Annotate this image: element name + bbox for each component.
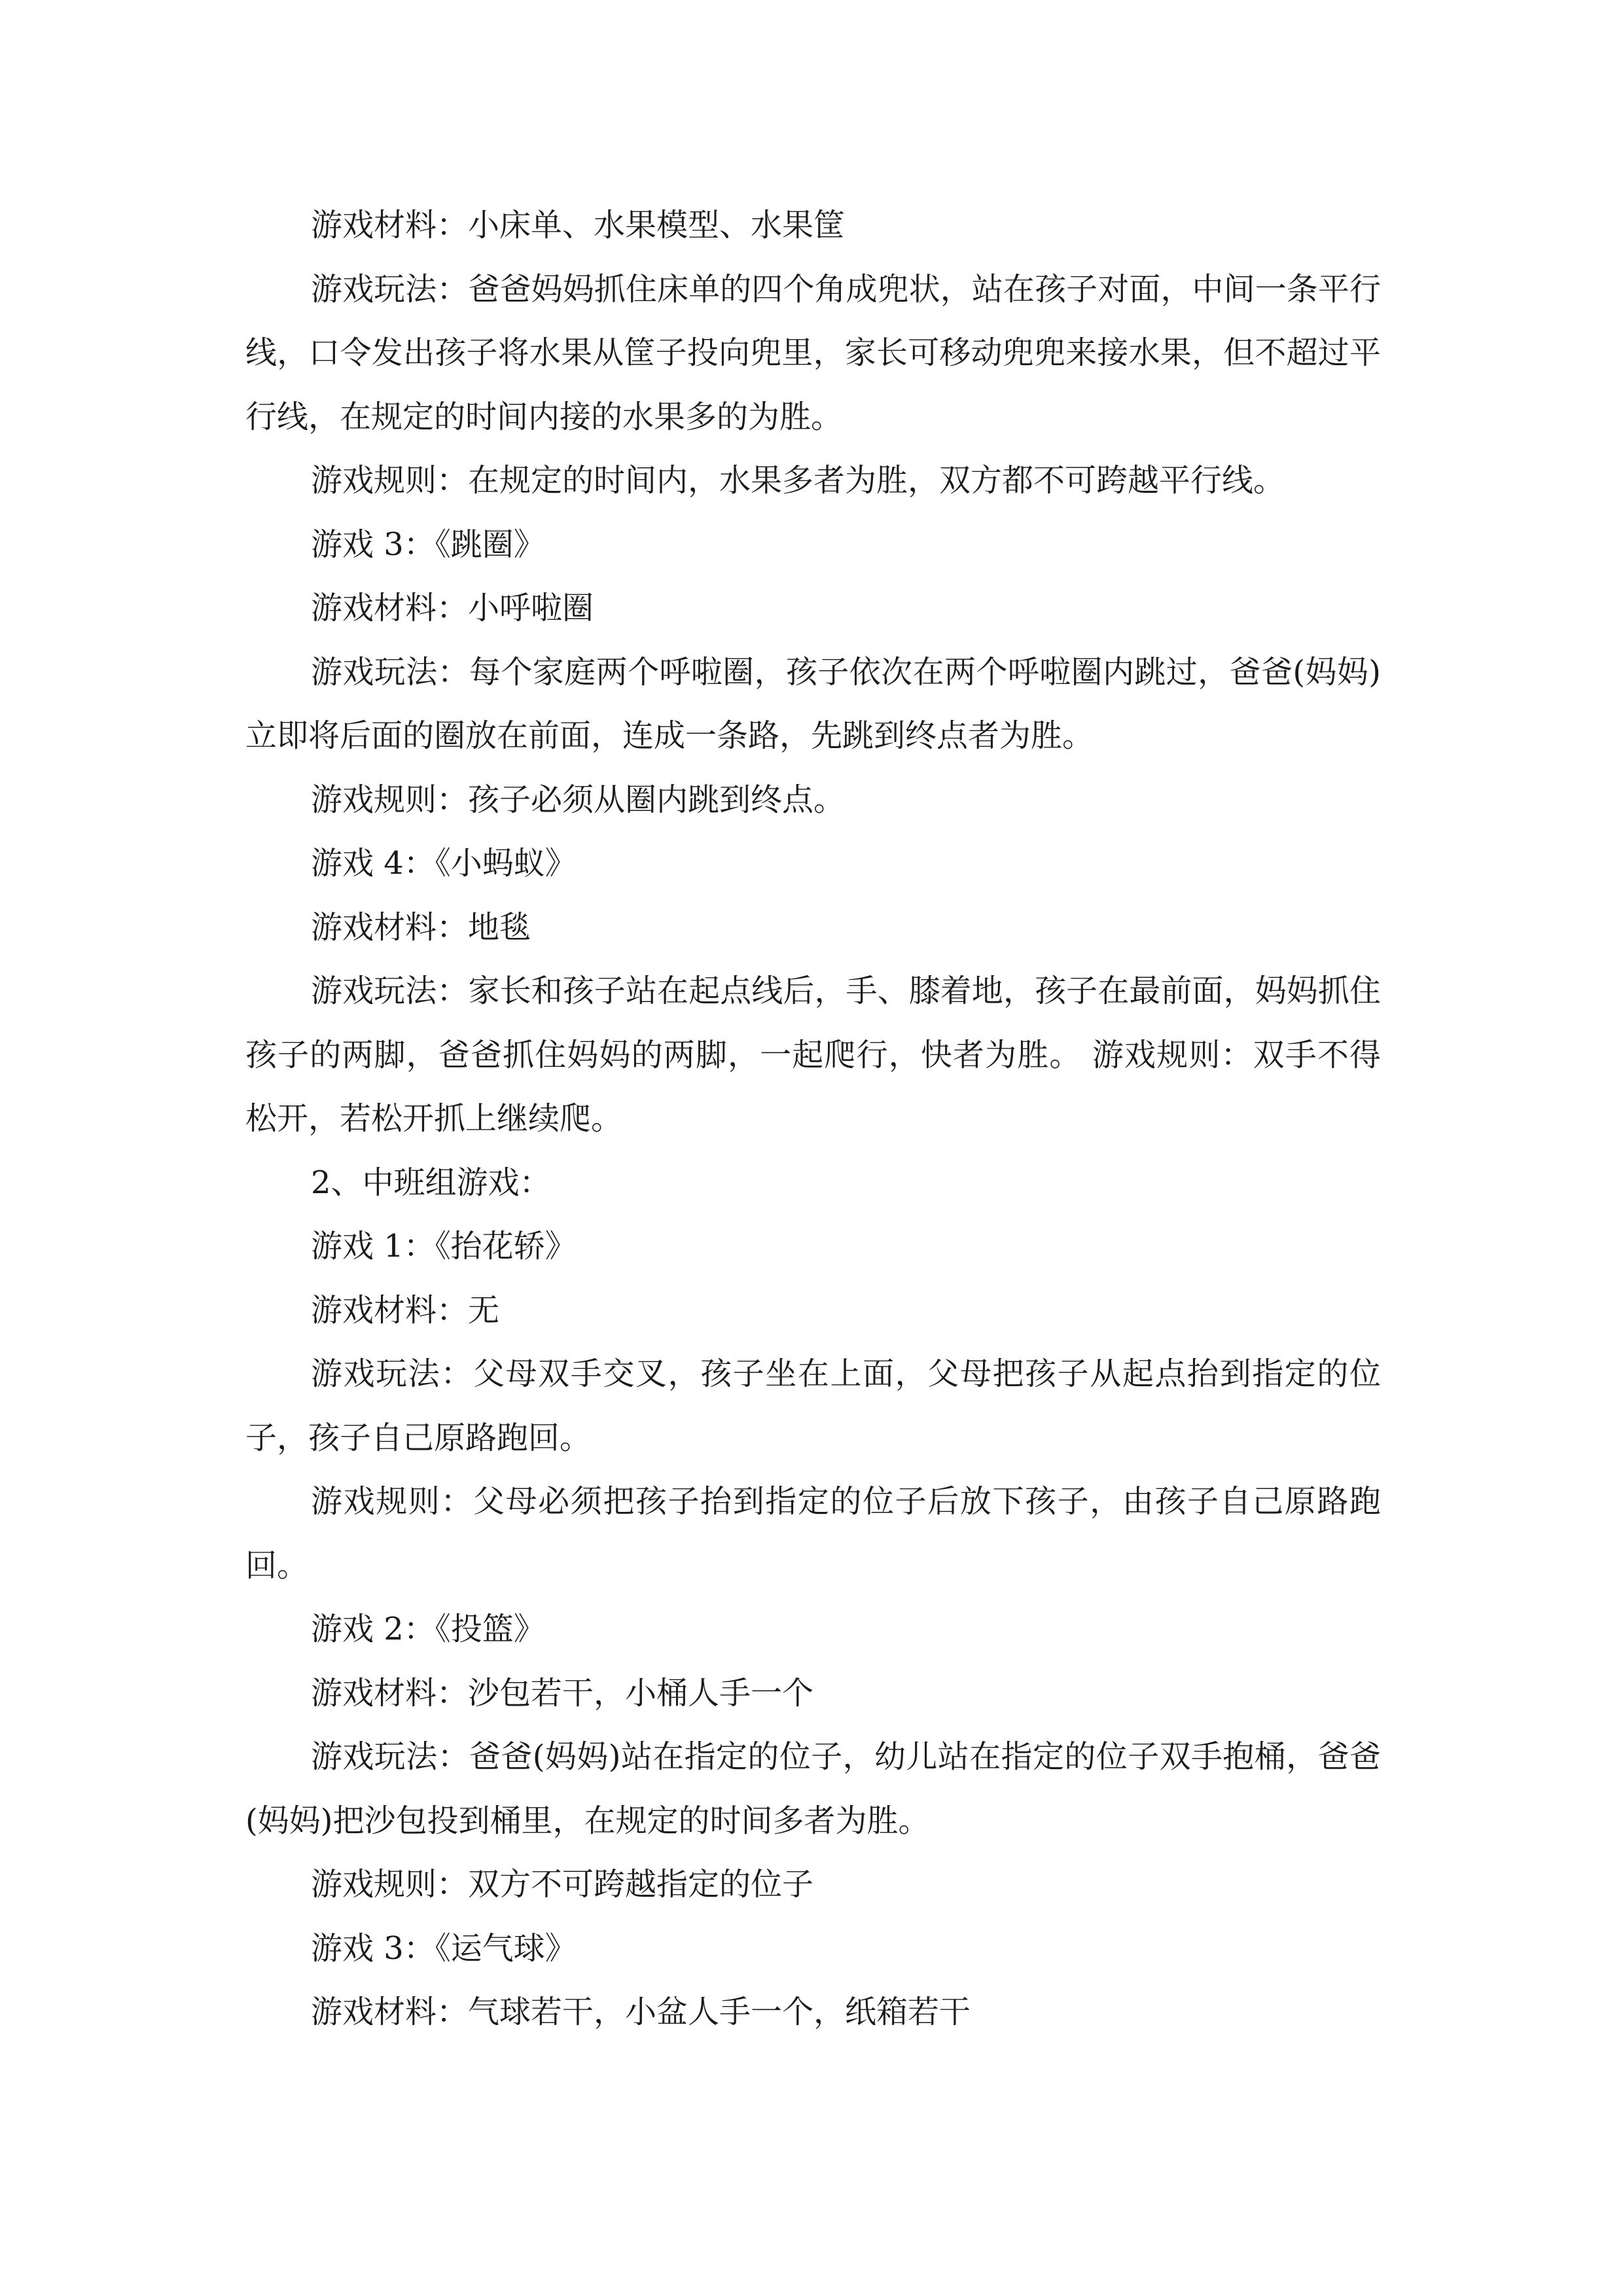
paragraph: 游戏规则：孩子必须从圈内跳到终点。 <box>311 781 846 818</box>
paragraph: 游戏玩法：父母双手交叉，孩子坐在上面，父母把孩子从起点抬到指定的位子，孩子自己原路跑回。 <box>245 1355 1381 1456</box>
paragraph: 游戏玩法：爸爸(妈妈)站在指定的位子，幼儿站在指定的位子双手抱桶，爸爸(妈妈)把沙包投到桶里，在规定的时间多者为胜。 <box>245 1738 1381 1839</box>
paragraph: 游戏材料：气球若干，小盆人手一个，纸箱若干 <box>311 1994 971 2030</box>
paragraph: 游戏材料：无 <box>311 1291 500 1329</box>
section-heading: 游戏 3：《跳圈》 <box>311 526 545 563</box>
section-heading: 游戏 2：《投篮》 <box>311 1611 545 1647</box>
paragraph: 游戏规则：在规定的时间内，水果多者为胜，双方都不可跨越平行线。 <box>311 462 1285 499</box>
paragraph: 游戏玩法：每个家庭两个呼啦圈，孩子依次在两个呼啦圈内跳过，爸爸(妈妈)立即将后面的圈放在前面，连成一条路，先跳到终点者为胜。 <box>245 653 1381 754</box>
paragraph: 游戏材料：地毯 <box>311 908 531 946</box>
paragraph: 游戏材料：小床单、水果模型、水果筐 <box>311 207 846 243</box>
paragraph: 游戏材料：沙包若干，小桶人手一个 <box>311 1674 814 1712</box>
document-body <box>245 194 1381 2045</box>
paragraph: 游戏玩法：家长和孩子站在起点线后，手、膝着地，孩子在最前面，妈妈抓住孩子的两脚，爸爸抓住妈妈的两脚，一起爬行，快者为胜。 游戏规则：双手不得松开，若松开抓上继续爬。 <box>245 973 1381 1137</box>
section-heading: 游戏 4：《小蚂蚁》 <box>311 845 577 882</box>
paragraph: 游戏规则：父母必须把孩子抬到指定的位子后放下孩子，由孩子自己原路跑回。 <box>245 1483 1381 1584</box>
paragraph: 游戏玩法：爸爸妈妈抓住床单的四个角成兜状，站在孩子对面，中间一条平行线，口令发出孩子将水果从筐子投向兜里，家长可移动兜兜来接水果，但不超过平行线，在规定的时间内接的水果多的为胜。 <box>245 270 1381 435</box>
group-heading: 2、中班组游戏： <box>311 1164 551 1201</box>
section-heading: 游戏 1：《抬花轿》 <box>311 1228 577 1265</box>
section-heading: 游戏 3：《运气球》 <box>311 1929 577 1967</box>
paragraph: 游戏规则：双方不可跨越指定的位子 <box>311 1866 814 1903</box>
paragraph: 游戏材料：小呼啦圈 <box>311 590 594 626</box>
